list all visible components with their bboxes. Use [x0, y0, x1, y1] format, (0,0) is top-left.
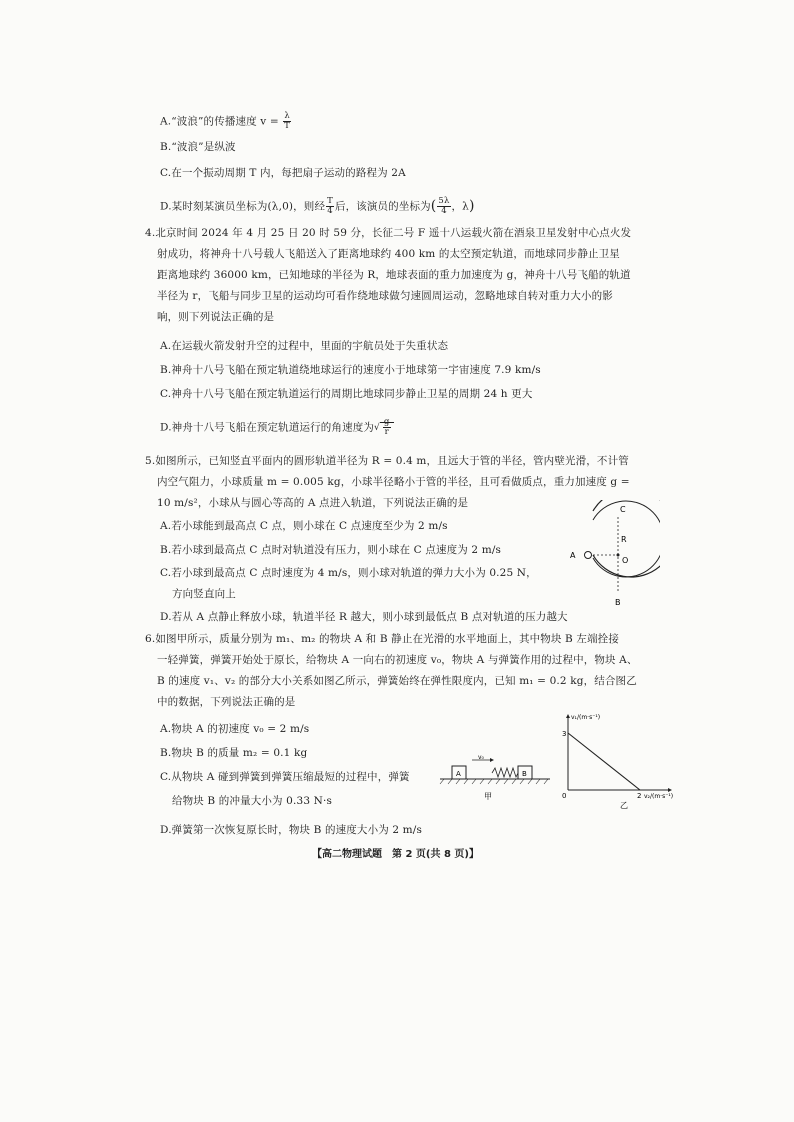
q4-stem-line-2: 射成功，将神舟十八号载人飞船送入了距离地球约 400 km 的太空预定轨道，而地球同步静止卫星 [157, 248, 620, 260]
page-footer: 【高二物理试题 第 2 页(共 8 页)】 [312, 849, 479, 860]
q4-option-b: B.神舟十八号飞船在预定轨道绕地球运行的速度小于地球第一宇宙速度 7.9 km/s [160, 364, 541, 376]
sqrt-g-over-r: √ $\frac{g}{r}$ [374, 418, 393, 437]
q3-option-a [160, 112, 292, 131]
q4-option-c: C.神舟十八号飞船在预定轨道运行的周期比地球同步静止卫星的周期 24 h 更大 [160, 388, 533, 400]
q4-option-d [160, 418, 394, 437]
label-v0: v₀ [478, 755, 484, 761]
q6-option-c-line-2: 给物块 B 的冲量大小为 0.33 N·s [172, 795, 333, 807]
v1-v2-line [568, 733, 640, 790]
q5-option-c-line-2: 方向竖直向上 [172, 588, 236, 600]
q4-option-a: A.在运载火箭发射升空的过程中，里面的宇航员处于失重状态 [160, 340, 449, 352]
q6-option-c-line-1: C.从物块 A 碰到弹簧到弹簧压缩最短的过程中，弹簧 [160, 771, 410, 783]
x-axis-label: v₂/(m·s⁻¹) [644, 793, 674, 800]
label-block-b: B [522, 770, 527, 778]
q5-stem-line-1: 5.如图所示，已知竖直平面内的圆形轨道半径为 R = 0.4 m，且远大于管的半径，管内壁光滑，不计管 [145, 455, 629, 467]
q5-circular-track-figure [560, 500, 660, 612]
label-block-a: A [456, 770, 461, 778]
frac-den: 4 [327, 206, 333, 216]
frac-num: g [383, 417, 390, 427]
q5-stem-line-3: 10 m/s²，小球从与圆心等高的 A 点进入轨道，下列说法正确的是 [157, 497, 469, 509]
frac-den: 4 [441, 206, 447, 216]
q4-stem-line-5: 响，则下列说法正确的是 [157, 311, 275, 323]
q5-option-b: B.若小球到最高点 C 点时对轨道没有压力，则小球在 C 点速度为 2 m/s [160, 544, 502, 556]
caption-jia: 甲 [484, 792, 492, 801]
frac-den: r [384, 427, 389, 437]
label-b: B [615, 598, 621, 607]
fraction-t-over-4 [326, 197, 334, 216]
q4-stem-line-4: 半径为 r，飞船与同步卫星的运动均可看作绕地球做匀速圆周运动，忽略地球自转对重力大小的影 [157, 290, 613, 302]
y-axis-label: v₁/(m·s⁻¹) [571, 714, 601, 721]
q6-stem-line-3: B 的速度 v₁、v₂ 的部分大小关系如图乙所示，弹簧始终在弹性限度内，已知 m₁ = 0.2 kg，结合图乙 [157, 675, 637, 687]
q6-option-a: A.物块 A 的初速度 v₀ = 2 m/s [160, 723, 310, 735]
y-tick-3: 3 [562, 730, 567, 738]
q6-stem-line-1: 6.如图甲所示，质量分别为 m₁、m₂ 的物块 A 和 B 静止在光滑的水平地面上，其中物块 B 左端拴接 [145, 633, 620, 645]
q3-option-c: C.在一个振动周期 T 内，每把扇子运动的路程为 2A [160, 167, 406, 179]
q3-option-d: D.某时刻某演员坐标为(λ,0)，则经 $\frac{T}{4}$ 后，该演员的坐标为( $\frac{5\lambda}{4}$ ，λ) [160, 196, 475, 216]
q3-option-b: B.“波浪”是纵波 [160, 141, 236, 153]
q6-stem-line-4: 中的数据，下列说法正确的是 [157, 696, 296, 708]
q5-stem-line-2: 内空气阻力，小球质量 m = 0.005 kg，小球半径略小于管的半径，且可看做质点，重力加速度 g = [157, 476, 630, 488]
q5-option-d: D.若从 A 点静止释放小球，轨道半径 R 越大，则小球到最低点 B 点对轨道的压力越大 [160, 611, 568, 623]
fraction-lambda-over-t [283, 112, 291, 131]
label-c: C [620, 505, 626, 514]
x-tick-2: 2 [637, 792, 642, 800]
q3-option-d-coord: ，λ [451, 200, 469, 213]
q6-stem-line-2: 一轻弹簧，弹簧开始处于原长，给物块 A 一向右的初速度 v₀，物块 A 与弹簧作用的过程中，物块 A、 [157, 654, 638, 666]
fraction-5lambda-over-4 [437, 197, 450, 216]
q5-option-c-line-1: C.若小球到最高点 C 点时速度为 4 m/s，则小球对轨道的弹力大小为 0.25 N， [160, 567, 537, 579]
frac-num: T [327, 196, 333, 206]
q6-figure-yi-graph [556, 710, 676, 810]
origin-label: 0 [562, 792, 567, 800]
q4-stem-line-1: 4.北京时间 2024 年 4 月 25 日 20 时 59 分，长征二号 F 遥十八运载火箭在酒泉卫星发射中心点火发 [145, 227, 632, 239]
label-o: O [622, 556, 629, 565]
q3-option-a-text: A.“波浪”的传播速度 v = [160, 115, 283, 128]
caption-yi: 乙 [620, 801, 628, 810]
q5-option-a: A.若小球能到最高点 C 点，则小球在 C 点速度至少为 2 m/s [160, 520, 448, 532]
q3-option-d-mid: 后，该演员的坐标为 [334, 200, 431, 213]
q6-option-d: D.弹簧第一次恢复原长时，物块 B 的速度大小为 2 m/s [160, 824, 423, 836]
frac-den: T [284, 121, 290, 131]
q6-option-b: B.物块 B 的质量 m₂ = 0.1 kg [160, 747, 308, 759]
label-a: A [570, 551, 576, 560]
q3-option-d-text: D.某时刻某演员坐标为(λ,0)，则经 [160, 200, 326, 213]
q4-option-d-text: D.神舟十八号飞船在预定轨道运行的角速度为 [160, 421, 375, 434]
frac-num: 5λ [438, 196, 450, 206]
q4-stem-line-3: 距离地球约 36000 km，已知地球的半径为 R，地球表面的重力加速度为 g，神舟十八号飞船的轨道 [157, 269, 631, 281]
frac-num: λ [284, 111, 290, 121]
q6-figure-jia-blocks-spring [438, 755, 553, 801]
label-r: R [621, 535, 627, 544]
